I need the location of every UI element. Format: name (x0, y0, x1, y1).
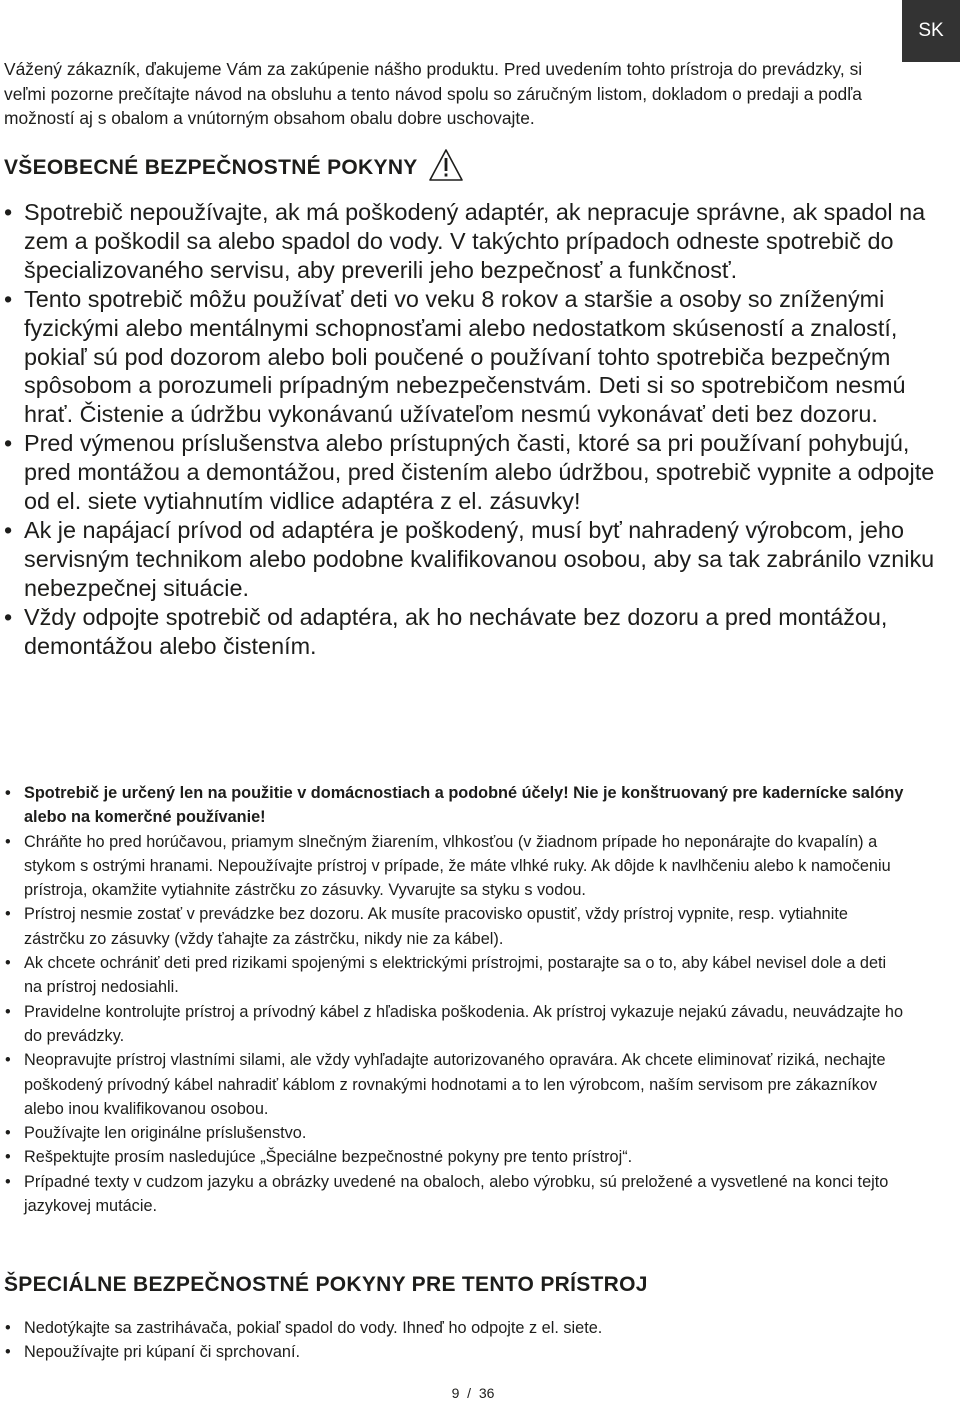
list-item: • Používajte len originálne príslušenstvo. (0, 1121, 905, 1145)
list-item: • Ak chcete ochrániť deti pred rizikami spojenými s elektrickými prístrojmi, postarajte sa o to, aby kábel nevisel dole a deti na prístroj nedosiahli. (0, 951, 905, 1000)
page-total: 36 (478, 1385, 495, 1401)
list-item: • Neopravujte prístroj vlastními silami, ale vždy vyhľadajte autorizovaného opravára. Ak chcete eliminovať riziká, nechajte poškodený prívodný kábel nahradiť káblom z rovnakými hodnotami a to len výrobcom, naším servisom pre zákazníkov alebo inou kvalifikovanou osobou. (0, 1048, 905, 1121)
special-safety-heading: ŠPECIÁLNE BEZPEČNOSTNÉ POKYNY PRE TENTO PRÍSTROJ (4, 1273, 648, 1296)
list-item: • Nepoužívajte pri kúpaní či sprchovaní. (0, 1340, 950, 1364)
special-safety-list (0, 1316, 950, 1365)
list-item: • Tento spotrebič môžu používať deti vo veku 8 rokov a staršie a osoby so zníženými fyzickými alebo mentálnymi schopnosťami alebo nedostatkom skúseností a znalostí, pokiaľ sú pod dozorom alebo boli poučené o používaní tohto spotrebiča bezpečným spôsobom a porozumeli prípadným nebezpečenstvám. Deti si so spotrebičom nesmú hrať. Čistenie a údržbu vykonávanú užívateľom nesmú vykonávať deti bez dozoru. (0, 285, 950, 430)
list-item: • Prístroj nesmie zostať v prevádzke bez dozoru. Ak musíte pracovisko opustiť, vždy prístroj vypnite, resp. vytiahnite zástrčku zo zásuvky (vždy ťahajte za zástrčku, nikdy nie za kábel). (0, 902, 905, 951)
list-item: • Spotrebič nepoužívajte, ak má poškodený adaptér, ak nepracuje správne, ak spadol na zem a poškodil sa alebo spadol do vody. V takýchto prípadoch odneste spotrebič do špecializovaného servisu, aby preverili jeho bezpečnosť a funkčnosť. (0, 198, 950, 285)
list-item-bold: • Spotrebič je určený len na použitie v domácnostiach a podobné účely! Nie je konštruovaný pre kadernícke salóny alebo na komerčné používanie! (0, 781, 905, 830)
page-current: 9 (451, 1385, 460, 1401)
list-item: • Nedotýkajte sa zastrihávača, pokiaľ spadol do vody. Ihneď ho odpojte z el. siete. (0, 1316, 950, 1340)
list-item: • Chráňte ho pred horúčavou, priamym slnečným žiarením, vlhkosťou (v žiadnom prípade ho neponárajte do kvapalín) a stykom s ostrými hranami. Nepoužívajte prístroj v prípade, že máte vlhké ruky. Ak dôjde k navlhčeniu alebo k namočeniu prístroja, okamžite vytiahnite zástrčku zo zásuvky. Vyvarujte sa styku s vodou. (0, 830, 905, 903)
language-tab: SK (902, 0, 960, 62)
list-item: • Ak je napájací prívod od adaptéra je poškodený, musí byť nahradený výrobcom, jeho servisným technikom alebo podobne kvalifikovanou osobou, aby sa tak zabránilo vzniku nebezpečnej situácie. (0, 516, 950, 603)
general-safety-heading (4, 148, 464, 188)
warning-triangle-icon (428, 148, 464, 188)
list-item: • Pred výmenou príslušenstva alebo prístupných časti, ktoré sa pri používaní pohybujú, pred montážou a demontážou, pred čistením alebo údržbou, spotrebič vypnite a odpojte od el. siete vytiahnutím vidlice adaptéra z el. zásuvky! (0, 429, 950, 516)
page-number (0, 1385, 946, 1401)
list-item: • Vždy odpojte spotrebič od adaptéra, ak ho nechávate bez dozoru a pred montážou, demontážou alebo čistením. (0, 603, 950, 661)
general-safety-list-large (0, 198, 950, 661)
general-safety-list-small (0, 781, 905, 1218)
list-item: • Pravidelne kontrolujte prístroj a prívodný kábel z hľadiska poškodenia. Ak prístroj vykazuje nejakú závadu, neuvádzajte ho do prevádzky. (0, 1000, 905, 1049)
list-item: • Rešpektujte prosím nasledujúce „Špeciálne bezpečnostné pokyny pre tento prístroj“. (0, 1145, 905, 1169)
general-safety-heading-text: VŠEOBECNÉ BEZPEČNOSTNÉ POKYNY (4, 156, 418, 179)
intro-paragraph: Vážený zákazník, ďakujeme Vám za zakúpenie nášho produktu. Pred uvedením tohto prístroja do prevádzky, si veľmi pozorne prečítajte návod na obsluhu a tento návod spolu so záručným listom, dokladom o predaji a podľa možností aj s obalom a vnútorným obsahom obalu dobre uschovajte. (4, 59, 863, 128)
list-item: • Prípadné texty v cudzom jazyku a obrázky uvedené na obaloch, alebo výrobku, sú preložené a vysvetlené na konci tejto jazykovej mutácie. (0, 1170, 905, 1219)
page-separator: / (463, 1385, 475, 1401)
